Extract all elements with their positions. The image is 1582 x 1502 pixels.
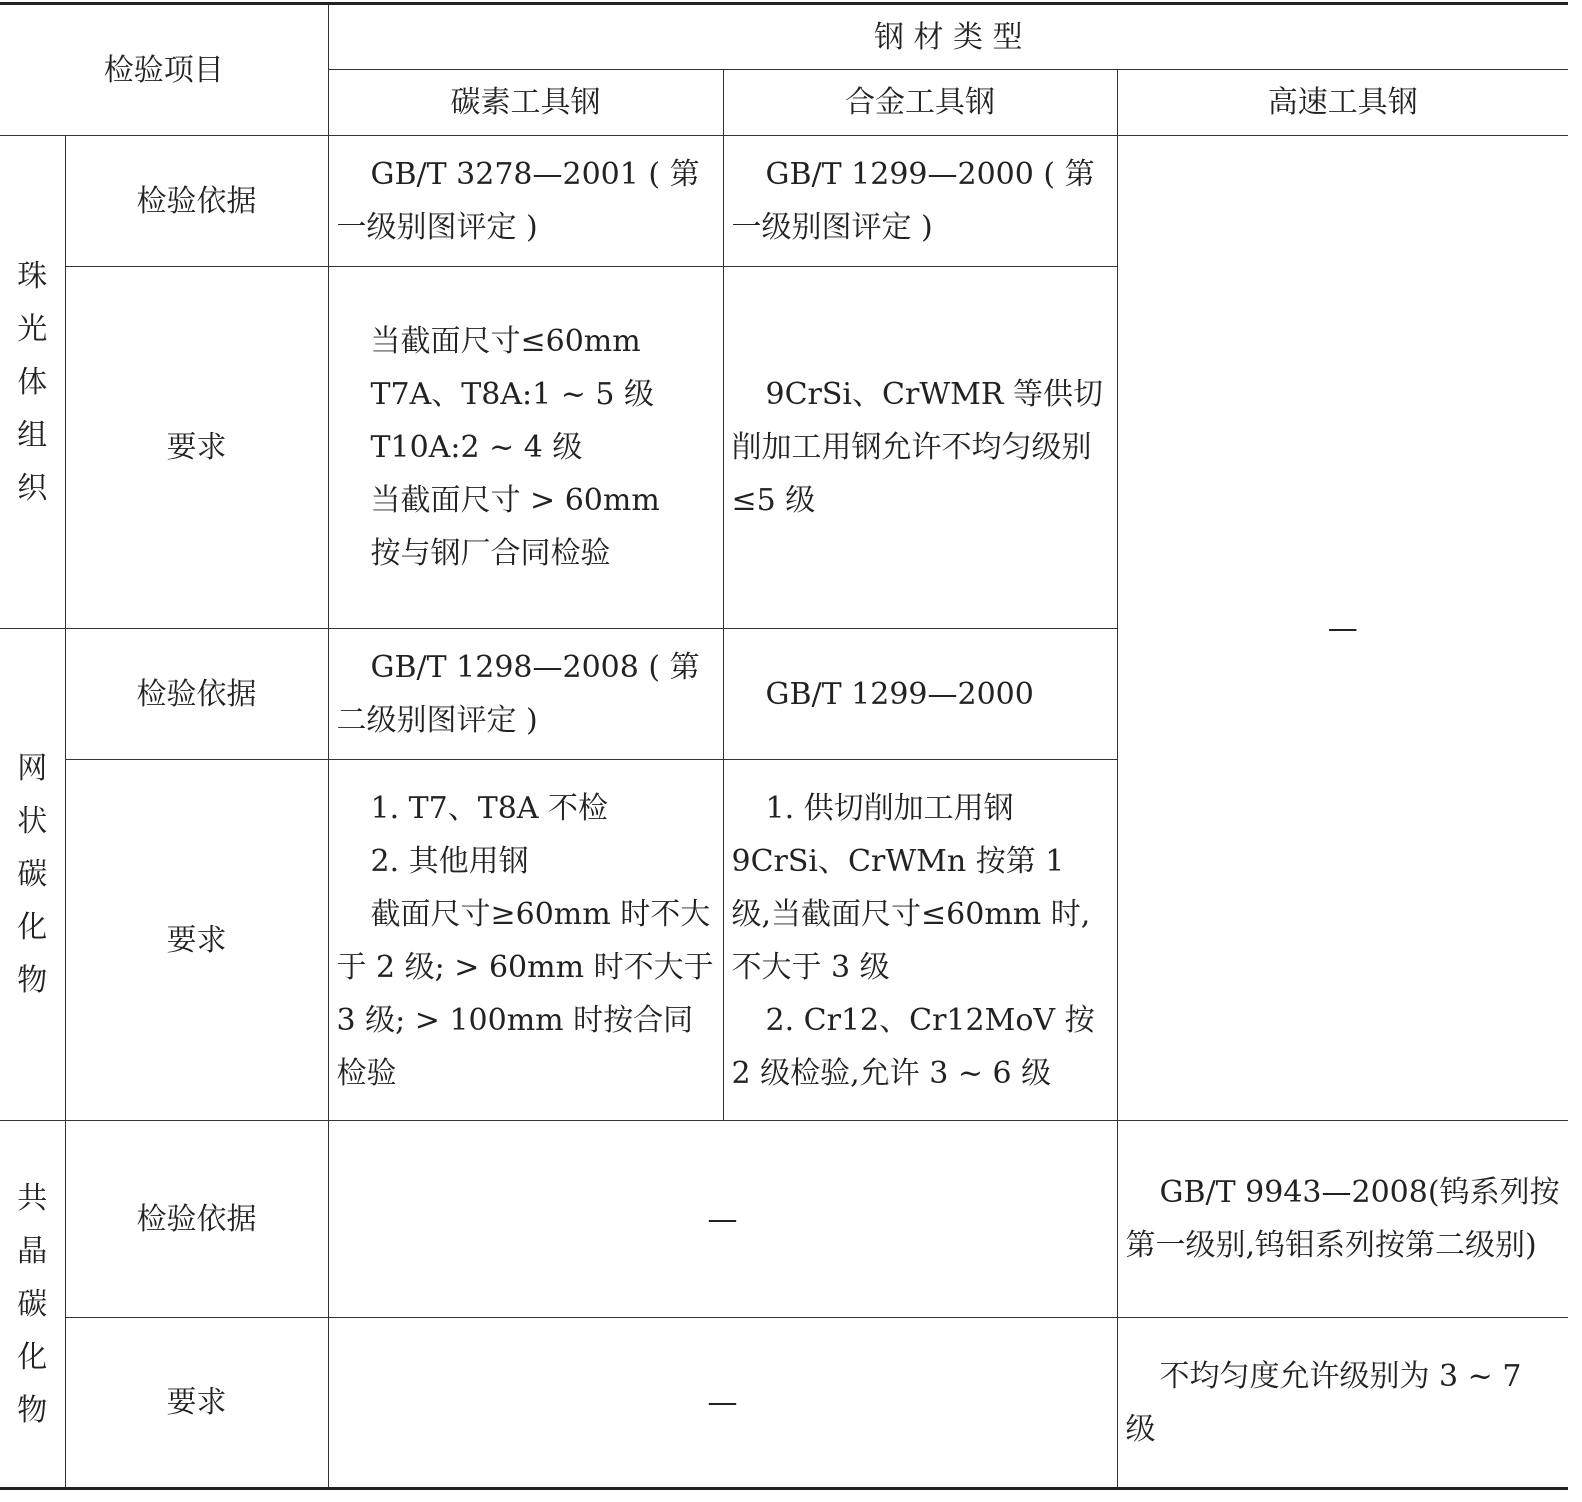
row-label-requirement: 要求	[65, 267, 328, 629]
row-label-basis: 检验依据	[65, 1121, 328, 1318]
row-label-basis: 检验依据	[65, 629, 328, 760]
pearlite-basis-carbon: GB/T 3278—2001 ( 第一级别图评定 )	[328, 136, 723, 267]
steel-inspection-table	[0, 2, 1568, 1490]
header-item-label: 检验项目	[0, 4, 328, 136]
group-label-pearlite: 珠 光 体 组 织	[0, 136, 65, 629]
row-label-requirement: 要求	[65, 760, 328, 1121]
pearlite-basis-alloy: GB/T 1299—2000 ( 第一级别图评定 )	[723, 136, 1117, 267]
eutectic-basis-merged: —	[328, 1121, 1117, 1318]
eutectic-req-high-speed: 不均匀度允许级别为 3 ~ 7 级	[1117, 1318, 1568, 1489]
high-speed-merged-cell: —	[1117, 136, 1568, 1121]
row-label-basis: 检验依据	[65, 136, 328, 267]
header-steel-type: 钢 材 类 型	[328, 4, 1568, 70]
network-basis-alloy: GB/T 1299—2000	[723, 629, 1117, 760]
row-label-requirement: 要求	[65, 1318, 328, 1489]
eutectic-req-merged: —	[328, 1318, 1117, 1489]
pearlite-req-carbon: 当截面尺寸≤60mm T7A、T8A:1 ~ 5 级 T10A:2 ~ 4 级 当截面尺寸 > 60mm 按与钢厂合同检验	[328, 267, 723, 629]
column-header-alloy: 合金工具钢	[723, 70, 1117, 136]
group-label-eutectic-carbide: 共 晶 碳 化 物	[0, 1121, 65, 1489]
column-header-high-speed: 高速工具钢	[1117, 70, 1568, 136]
network-basis-carbon: GB/T 1298—2008 ( 第二级别图评定 )	[328, 629, 723, 760]
pearlite-req-alloy: 9CrSi、CrWMR 等供切削加工用钢允许不均匀级别≤5 级	[723, 267, 1117, 629]
network-req-alloy: 1. 供切削加工用钢 9CrSi、CrWMn 按第 1 级,当截面尺寸≤60mm 时,不大于 3 级 2. Cr12、Cr12MoV 按 2 级检验,允许 3 ~ 6 级	[723, 760, 1117, 1121]
group-label-network-carbide: 网 状 碳 化 物	[0, 629, 65, 1121]
column-header-carbon: 碳素工具钢	[328, 70, 723, 136]
eutectic-basis-high-speed: GB/T 9943—2008(钨系列按第一级别,钨钼系列按第二级别)	[1117, 1121, 1568, 1318]
network-req-carbon: 1. T7、T8A 不检 2. 其他用钢 截面尺寸≥60mm 时不大于 2 级; > 60mm 时不大于 3 级; > 100mm 时按合同检验	[328, 760, 723, 1121]
